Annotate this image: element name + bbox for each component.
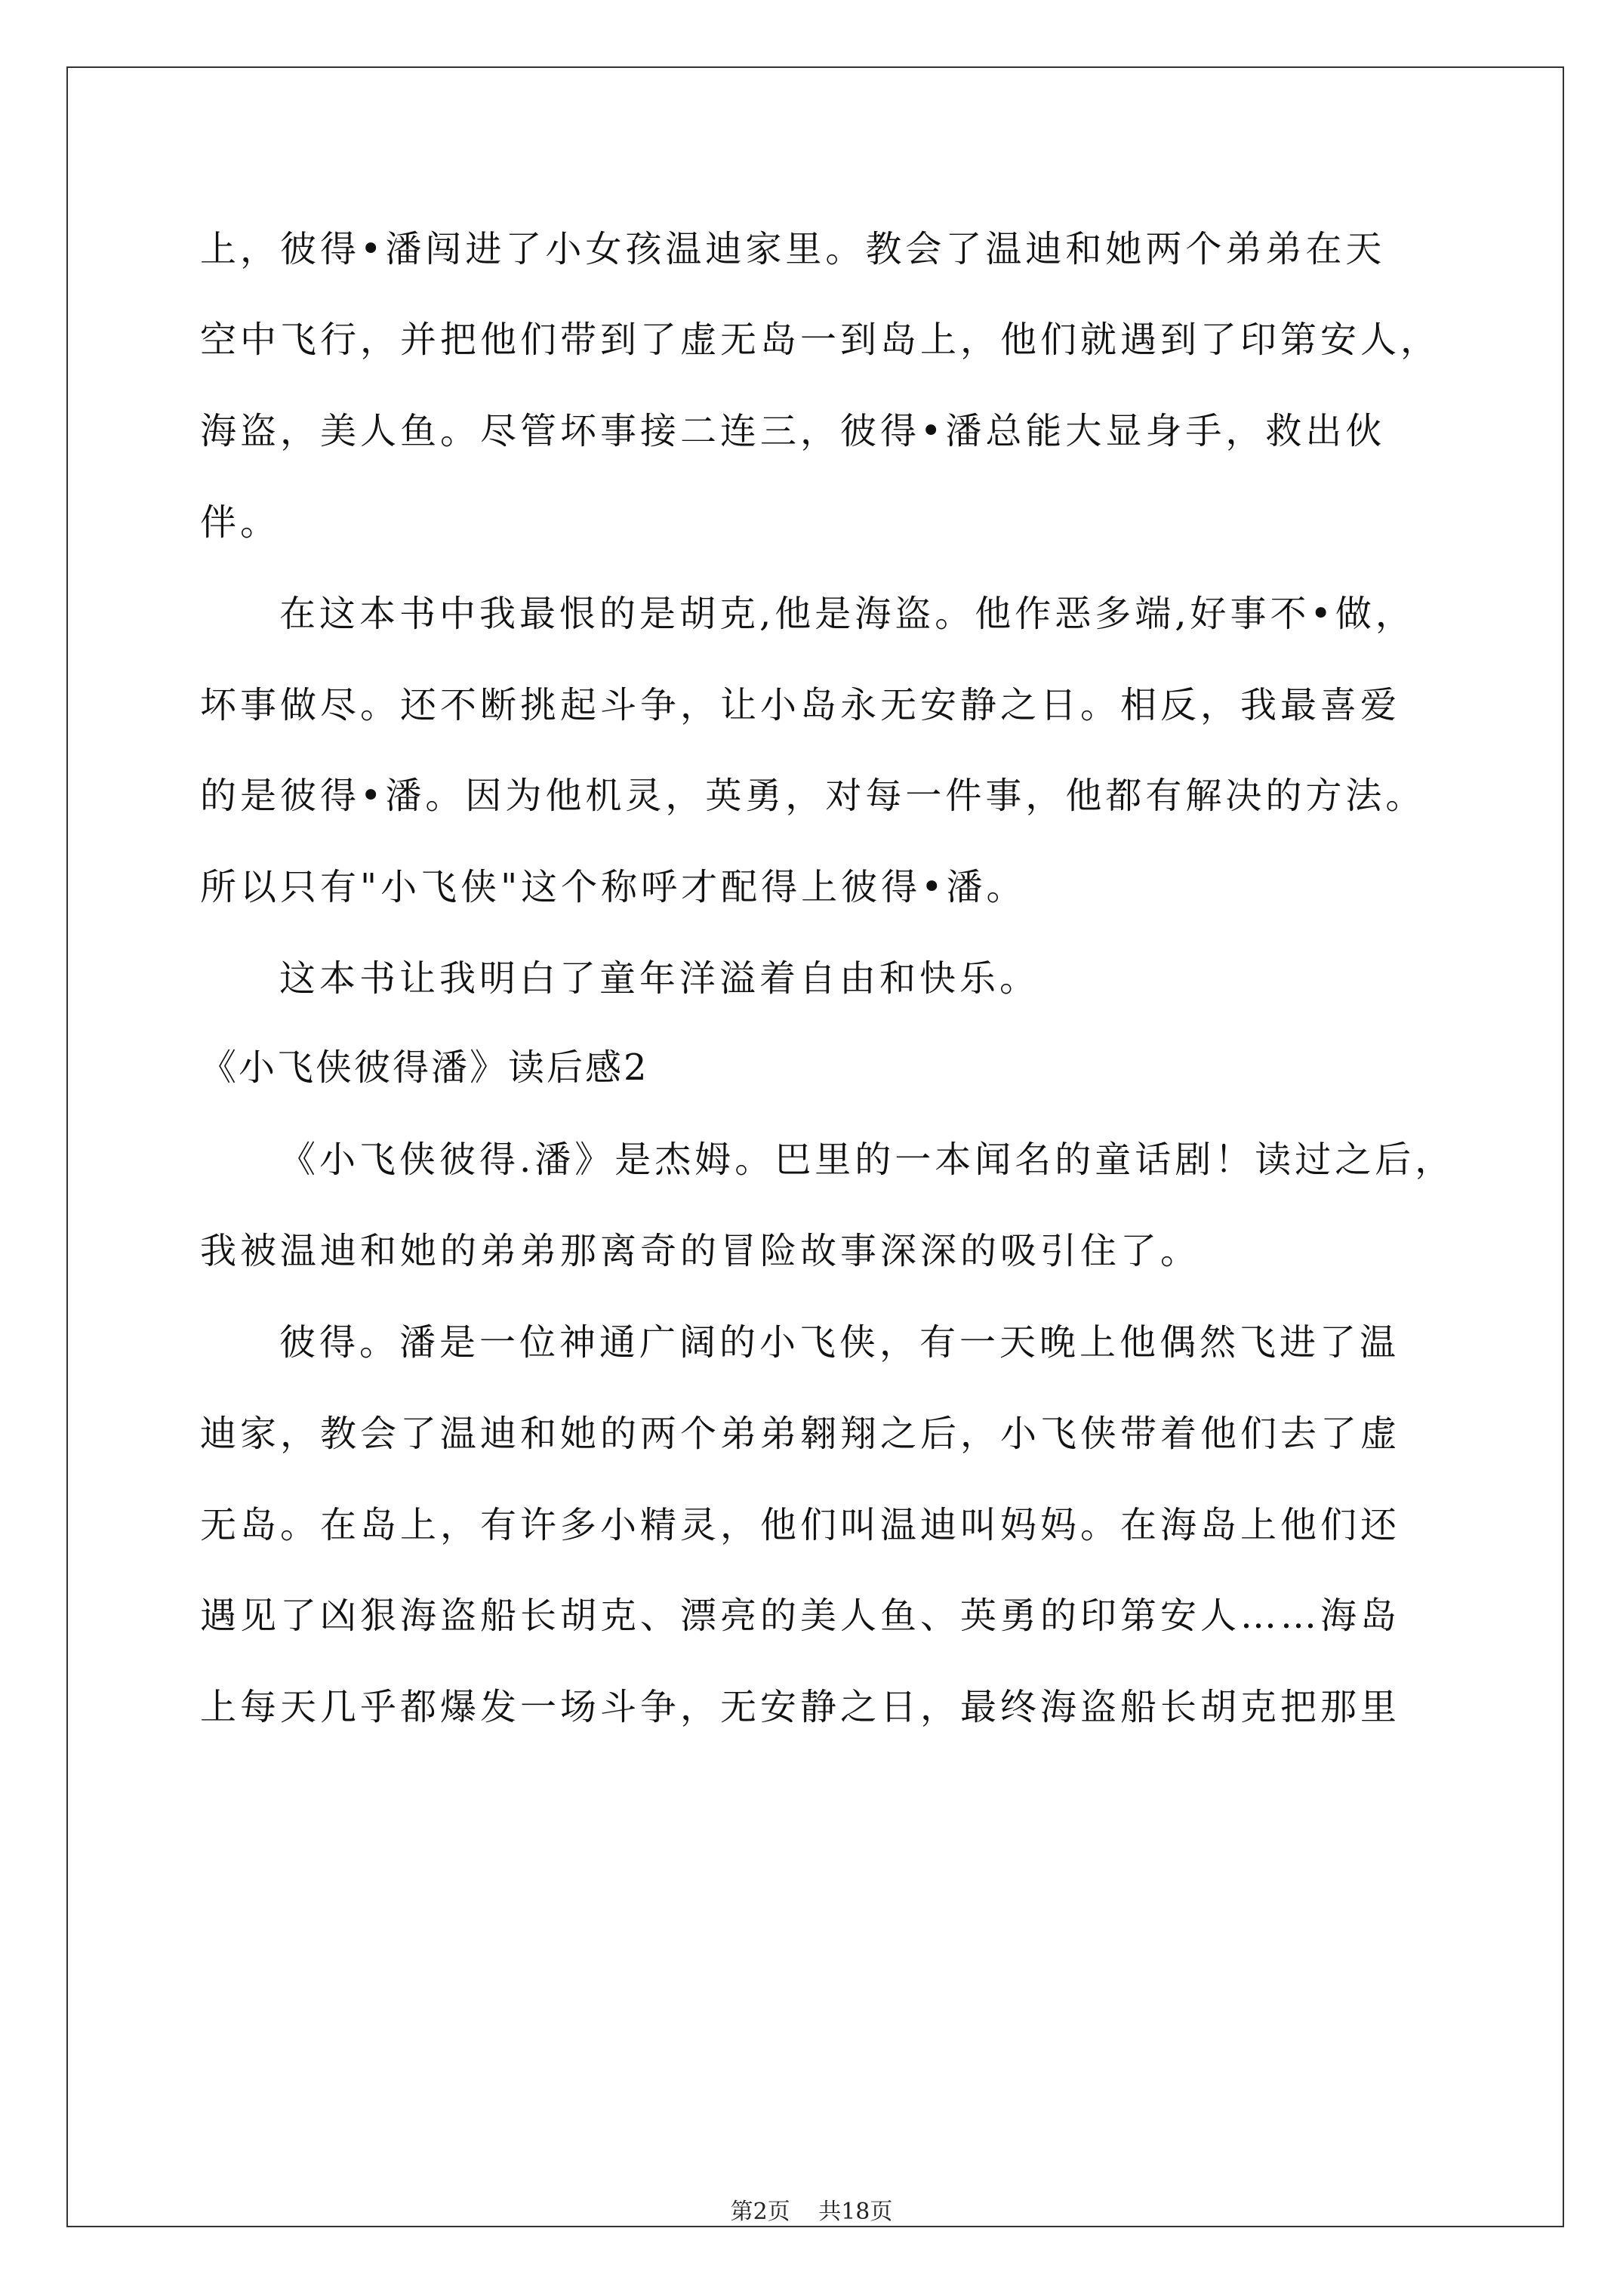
text-line: 上，彼得•潘闯进了小女孩温迪家里。教会了温迪和她两个弟弟在天 [200, 228, 1386, 270]
text-line: 《小飞侠彼得.潘》是杰姆。巴里的一本闻名的童话剧！读过之后， [279, 1139, 1455, 1181]
text-line: 空中飞行，并把他们带到了虚无岛一到岛上，他们就遇到了印第安人， [200, 319, 1441, 361]
page-number: 第2页 [730, 2199, 790, 2225]
text-line: 上每天几乎都爆发一场斗争，无安静之日，最终海盗船长胡克把那里 [200, 1686, 1401, 1728]
section-heading: 《小飞侠彼得潘》读后感2 [200, 1046, 649, 1089]
text-line: 所以只有"小飞侠"这个称呼才配得上彼得•潘。 [200, 866, 1027, 908]
text-line: 坏事做尽。还不断挑起斗争，让小岛永无安静之日。相反，我最喜爱 [200, 684, 1401, 726]
text-line: 彼得。潘是一位神通广阔的小飞侠，有一天晚上他偶然飞进了温 [279, 1321, 1400, 1364]
text-line: 海盗，美人鱼。尽管坏事接二连三，彼得•潘总能大显身手，救出伙 [200, 410, 1386, 452]
text-line: 在这本书中我最恨的是胡克,他是海盗。他作恶多端,好事不•做， [279, 593, 1415, 635]
text-line: 这本书让我明白了童年洋溢着自由和快乐。 [279, 957, 1040, 1000]
text-line: 遇见了凶狠海盗船长胡克、漂亮的美人鱼、英勇的印第安人……海岛 [200, 1595, 1401, 1637]
text-line: 迪家，教会了温迪和她的两个弟弟翱翔之后，小飞侠带着他们去了虚 [200, 1413, 1401, 1455]
text-line: 我被温迪和她的弟弟那离奇的冒险故事深深的吸引住了。 [200, 1230, 1201, 1272]
page-footer [0, 2199, 1623, 2226]
text-line: 无岛。在岛上，有许多小精灵，他们叫温迪叫妈妈。在海岛上他们还 [200, 1504, 1401, 1546]
page-total: 共18页 [818, 2199, 893, 2225]
text-line: 的是彼得•潘。因为他机灵，英勇，对每一件事，他都有解决的方法。 [200, 775, 1426, 817]
text-line: 伴。 [200, 501, 281, 544]
